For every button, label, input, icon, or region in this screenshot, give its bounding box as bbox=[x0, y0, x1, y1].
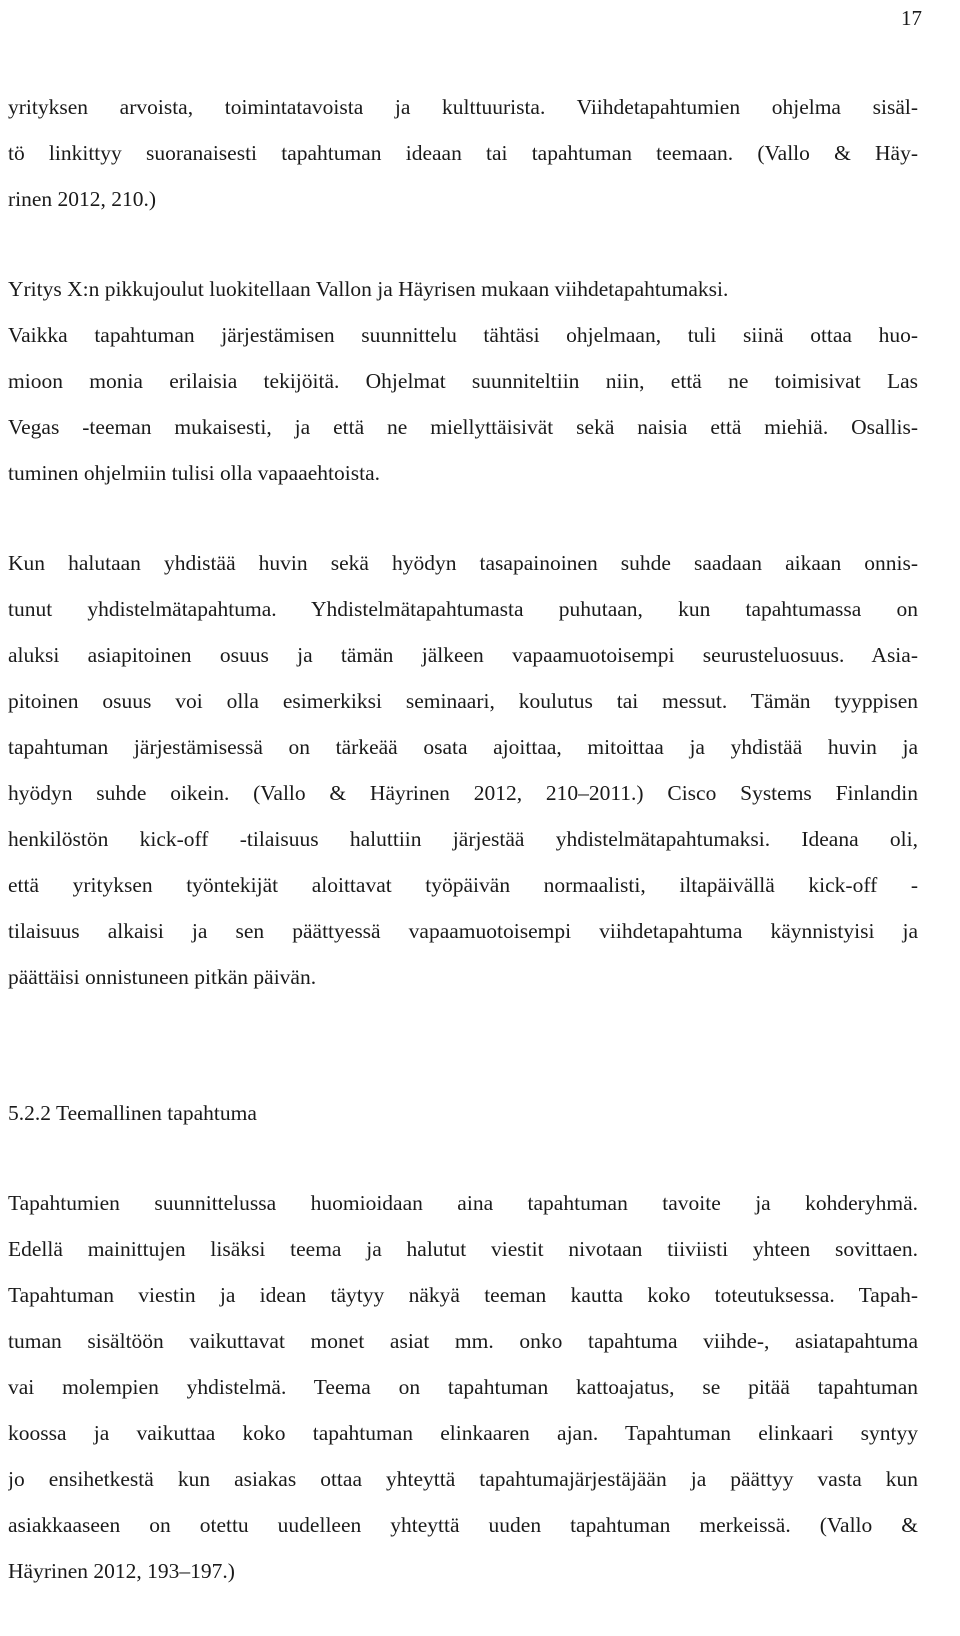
text-line: tunut yhdistelmätapahtuma. Yhdistelmätapahtumasta puhutaan, kun tapahtumassa on bbox=[8, 597, 918, 621]
paragraph-gap bbox=[8, 222, 918, 266]
text-line: että yrityksen työntekijät aloittavat työpäivän normaalisti, iltapäivällä kick-off - bbox=[8, 873, 918, 897]
text-line: mioon monia erilaisia tekijöitä. Ohjelmat suunniteltiin niin, että ne toimisivat Las bbox=[8, 369, 918, 393]
paragraph-2 bbox=[8, 266, 918, 496]
section-paragraph bbox=[8, 1180, 918, 1594]
text-line: aluksi asiapitoinen osuus ja tämän jälkeen vapaamuotoisempi seurusteluosuus. Asia- bbox=[8, 643, 918, 667]
text-line: tuminen ohjelmiin tulisi olla vapaaehtoista. bbox=[8, 461, 380, 485]
text-line: hyödyn suhde oikein. (Vallo & Häyrinen 2012, 210–2011.) Cisco Systems Finlandin bbox=[8, 781, 918, 805]
text-line: koossa ja vaikuttaa koko tapahtuman elinkaaren ajan. Tapahtuman elinkaari syntyy bbox=[8, 1421, 918, 1445]
text-line: pitoinen osuus voi olla esimerkiksi seminaari, koulutus tai messut. Tämän tyyppisen bbox=[8, 689, 918, 713]
section-heading: 5.2.2 Teemallinen tapahtuma bbox=[8, 1101, 257, 1125]
paragraph-gap bbox=[8, 1136, 918, 1180]
text-line: päättäisi onnistuneen pitkän päivän. bbox=[8, 965, 317, 989]
section-gap bbox=[8, 1000, 918, 1090]
text-line: Vegas -teeman mukaisesti, ja että ne miellyttäisivät sekä naisia että miehiä. Osallis- bbox=[8, 415, 918, 439]
page-body bbox=[8, 84, 918, 1594]
text-line: tilaisuus alkaisi ja sen päättyessä vapaamuotoisempi viihdetapahtuma käynnistyisi ja bbox=[8, 919, 918, 943]
text-line: Edellä mainittujen lisäksi teema ja halutut viestit nivotaan tiiviisti yhteen sovittaen. bbox=[8, 1237, 918, 1261]
text-line: yrityksen arvoista, toimintatavoista ja kulttuurista. Viihdetapahtumien ohjelma sisäl- bbox=[8, 95, 918, 119]
text-line: Tapahtuman viestin ja idean täytyy näkyä teeman kautta koko toteutuksessa. Tapah- bbox=[8, 1283, 918, 1307]
text-line: Kun halutaan yhdistää huvin sekä hyödyn tasapainoinen suhde saadaan aikaan onnis- bbox=[8, 551, 918, 575]
text-line: Yritys X:n pikkujoulut luokitellaan Vallon ja Häyrisen mukaan viihdetapahtumaksi. bbox=[8, 277, 729, 301]
paragraph-gap bbox=[8, 496, 918, 540]
paragraph-1 bbox=[8, 84, 918, 222]
text-line: tö linkittyy suoranaisesti tapahtuman ideaan tai tapahtuman teemaan. (Vallo & Häy- bbox=[8, 141, 918, 165]
text-line: asiakkaaseen on otettu uudelleen yhteyttä uuden tapahtuman merkeissä. (Vallo & bbox=[8, 1513, 918, 1537]
paragraph-3 bbox=[8, 540, 918, 1000]
text-line: vai molempien yhdistelmä. Teema on tapahtuman kattoajatus, se pitää tapahtuman bbox=[8, 1375, 918, 1399]
text-line: Tapahtumien suunnittelussa huomioidaan aina tapahtuman tavoite ja kohderyhmä. bbox=[8, 1191, 918, 1215]
text-line: rinen 2012, 210.) bbox=[8, 187, 157, 211]
page-number: 17 bbox=[901, 6, 922, 30]
text-line: Häyrinen 2012, 193–197.) bbox=[8, 1559, 235, 1583]
text-line: Vaikka tapahtuman järjestämisen suunnittelu tähtäsi ohjelmaan, tuli siinä ottaa huo- bbox=[8, 323, 918, 347]
text-line: jo ensihetkestä kun asiakas ottaa yhteyttä tapahtumajärjestäjään ja päättyy vasta kun bbox=[8, 1467, 918, 1491]
text-line: tapahtuman järjestämisessä on tärkeää osata ajoittaa, mitoittaa ja yhdistää huvin ja bbox=[8, 735, 918, 759]
text-line: henkilöstön kick-off -tilaisuus haluttiin järjestää yhdistelmätapahtumaksi. Ideana oli, bbox=[8, 827, 918, 851]
text-line: tuman sisältöön vaikuttavat monet asiat mm. onko tapahtuma viihde-, asiatapahtuma bbox=[8, 1329, 918, 1353]
